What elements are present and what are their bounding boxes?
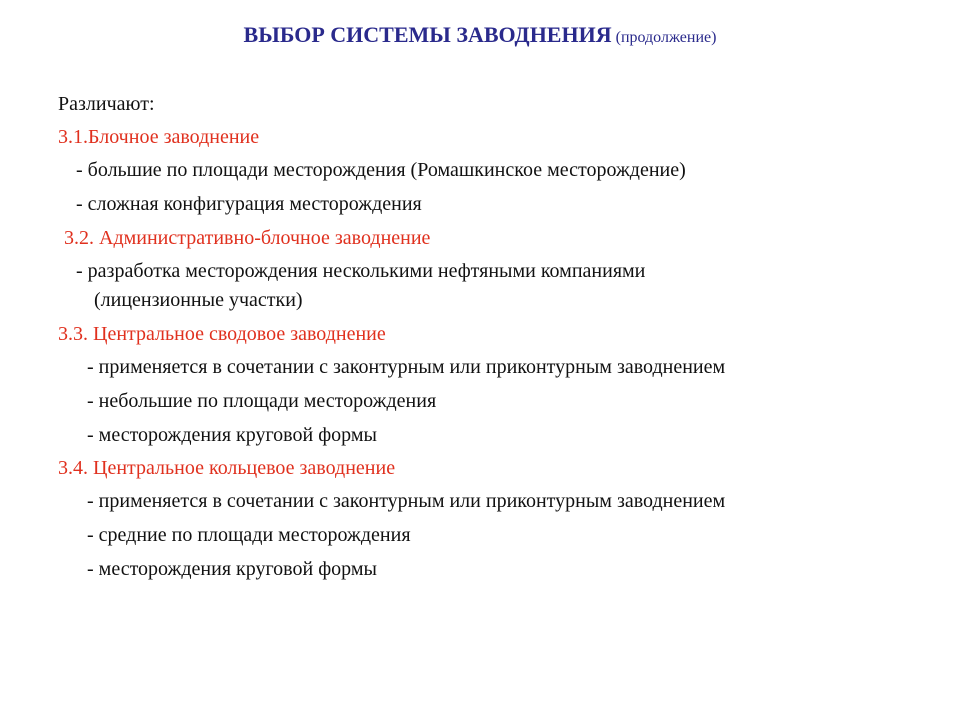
slide-title-main: ВЫБОР СИСТЕМЫ ЗАВОДНЕНИЯ — [243, 22, 612, 47]
section-3-2-item-2: (лицензионные участки) — [94, 289, 303, 311]
section-3-3-item-3: - месторождения круговой формы — [87, 424, 377, 446]
section-heading-3-3: 3.3. Центральное сводовое заводнение — [58, 323, 386, 345]
slide-title-subtitle: (продолжение) — [615, 29, 717, 46]
intro-text: Различают: — [58, 93, 155, 115]
section-heading-3-4: 3.4. Центральное кольцевое заводнение — [58, 457, 396, 479]
section-3-3-item-2: - небольшие по площади месторождения — [87, 390, 437, 412]
section-3-4-item-2: - средние по площади месторождения — [87, 524, 411, 546]
section-3-3-item-1: - применяется в сочетании с законтурным или приконтурным заводнением — [87, 356, 726, 378]
section-3-4-item-3: - месторождения круговой формы — [87, 558, 377, 580]
section-3-1-item-1: - большие по площади месторождения (Ромашкинское месторождение) — [76, 159, 686, 181]
section-3-2-item-1: - разработка месторождения несколькими нефтяными компаниями — [76, 260, 646, 282]
section-3-1-item-2: - сложная конфигурация месторождения — [76, 193, 422, 215]
slide-title — [0, 22, 960, 48]
section-heading-3-2: 3.2. Административно-блочное заводнение — [64, 227, 431, 249]
section-heading-3-1: 3.1.Блочное заводнение — [58, 126, 260, 148]
section-3-4-item-1: - применяется в сочетании с законтурным или приконтурным заводнением — [87, 490, 726, 512]
